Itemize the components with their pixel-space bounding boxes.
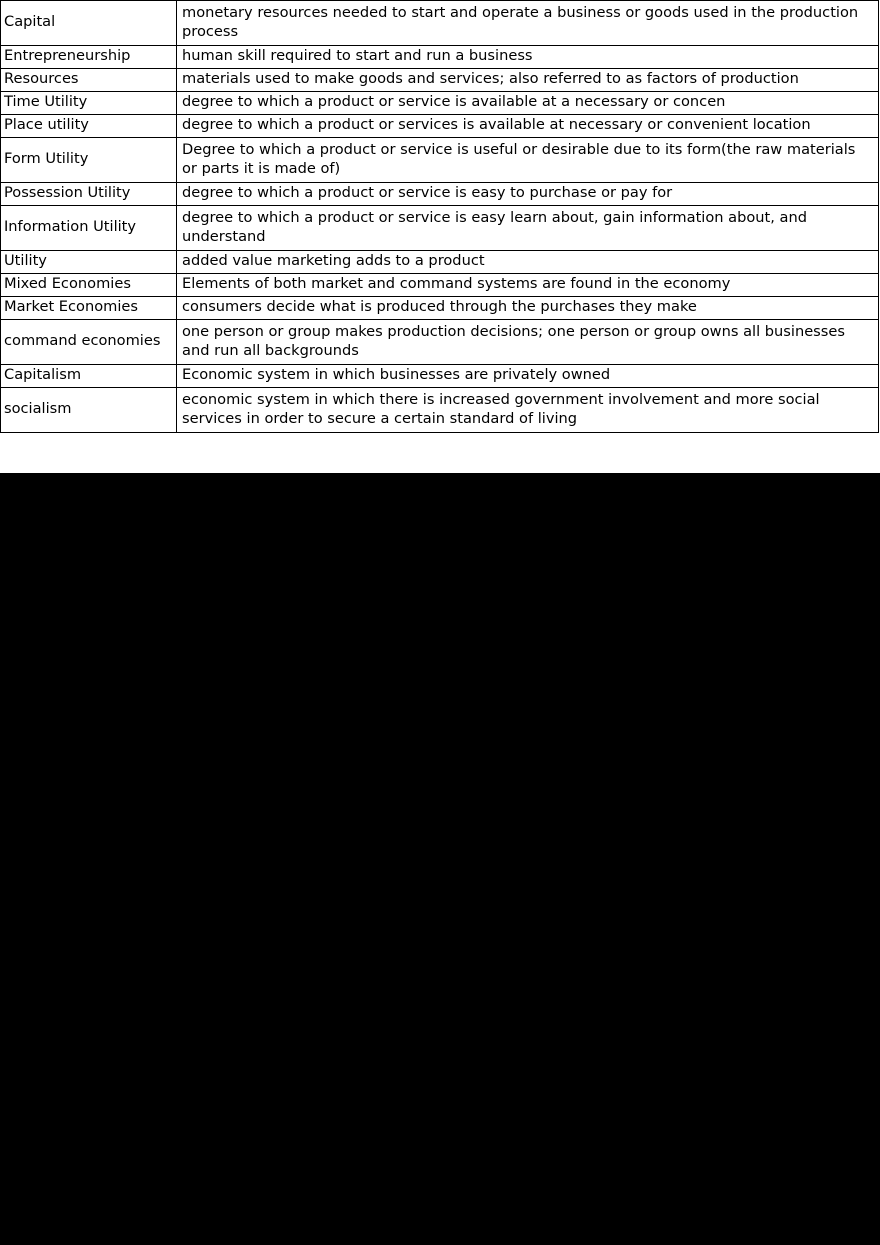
table-row — [1, 297, 879, 320]
term-cell: command economies — [1, 320, 177, 365]
term-cell: Utility — [1, 251, 177, 274]
term-cell: Mixed Economies — [1, 274, 177, 297]
term-cell: Possession Utility — [1, 183, 177, 206]
definition-cell: materials used to make goods and services; also referred to as factors of production — [177, 69, 879, 92]
definition-cell: consumers decide what is produced through the purchases they make — [177, 297, 879, 320]
definition-cell: degree to which a product or service is easy to purchase or pay for — [177, 183, 879, 206]
table-row — [1, 365, 879, 388]
glossary-table — [0, 0, 879, 433]
table-row — [1, 92, 879, 115]
term-cell: Time Utility — [1, 92, 177, 115]
term-cell: Capitalism — [1, 365, 177, 388]
definition-cell: monetary resources needed to start and operate a business or goods used in the production process — [177, 1, 879, 46]
term-cell: Market Economies — [1, 297, 177, 320]
term-cell: Resources — [1, 69, 177, 92]
table-row — [1, 1, 879, 46]
definition-cell: Economic system in which businesses are privately owned — [177, 365, 879, 388]
black-page-region — [0, 473, 880, 1245]
table-row — [1, 388, 879, 433]
definition-cell: one person or group makes production decisions; one person or group owns all businesses and run all backgrounds — [177, 320, 879, 365]
definition-cell: added value marketing adds to a product — [177, 251, 879, 274]
table-row — [1, 183, 879, 206]
table-row — [1, 115, 879, 138]
table-row — [1, 274, 879, 297]
table-row — [1, 206, 879, 251]
term-cell: Form Utility — [1, 138, 177, 183]
definition-cell: degree to which a product or services is available at necessary or convenient location — [177, 115, 879, 138]
definition-cell: human skill required to start and run a business — [177, 46, 879, 69]
term-cell: Capital — [1, 1, 177, 46]
glossary-table-body — [1, 1, 879, 433]
definition-cell: Elements of both market and command systems are found in the economy — [177, 274, 879, 297]
term-cell: Entrepreneurship — [1, 46, 177, 69]
table-row — [1, 320, 879, 365]
definition-cell: degree to which a product or service is easy learn about, gain information about, and understand — [177, 206, 879, 251]
term-cell: Place utility — [1, 115, 177, 138]
definition-cell: degree to which a product or service is available at a necessary or concen — [177, 92, 879, 115]
term-cell: socialism — [1, 388, 177, 433]
definition-cell: Degree to which a product or service is useful or desirable due to its form(the raw materials or parts it is made of) — [177, 138, 879, 183]
term-cell: Information Utility — [1, 206, 177, 251]
table-row — [1, 251, 879, 274]
table-row — [1, 46, 879, 69]
table-row — [1, 69, 879, 92]
definition-cell: economic system in which there is increased government involvement and more social services in order to secure a certain standard of living — [177, 388, 879, 433]
table-row — [1, 138, 879, 183]
